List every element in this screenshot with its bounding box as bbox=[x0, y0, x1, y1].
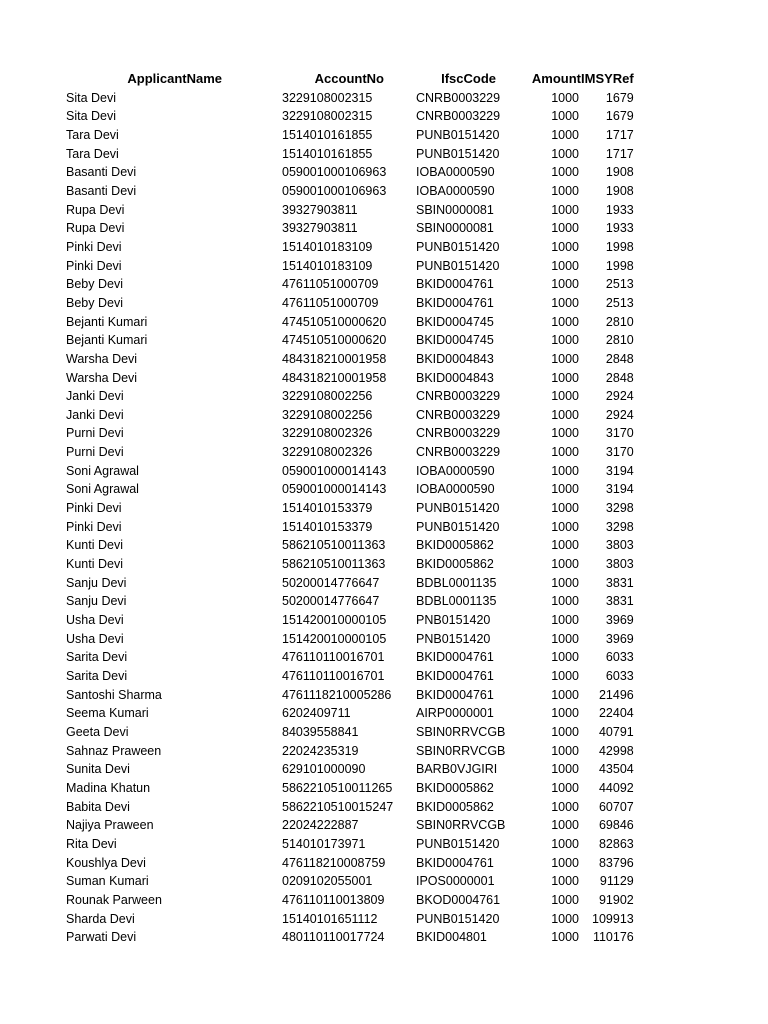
account-no-cell: 474510510000620 bbox=[282, 333, 387, 348]
imsy-ref-cell: 1998 bbox=[605, 239, 634, 254]
ifsc-code-cell: IOBA0000590 bbox=[416, 165, 495, 180]
account-no-cell: 151420010000105 bbox=[282, 631, 387, 646]
applicant-name-cell: Seema Kumari bbox=[66, 706, 149, 721]
imsy-ref-cell: 91902 bbox=[598, 892, 634, 907]
applicant-name-cell: Parwati Devi bbox=[66, 930, 137, 945]
account-no-cell: 629101000090 bbox=[282, 762, 366, 777]
table-row bbox=[40, 816, 634, 835]
ifsc-code-cell: PUNB0151420 bbox=[416, 239, 500, 254]
table-row bbox=[40, 928, 634, 947]
amount-cell: 1000 bbox=[551, 351, 579, 366]
amount-cell: 1000 bbox=[551, 818, 579, 833]
applicant-name-cell: Usha Devi bbox=[66, 631, 124, 646]
ifsc-code-cell: PUNB0151420 bbox=[416, 836, 500, 851]
applicant-name-cell: Sharda Devi bbox=[66, 911, 135, 926]
account-no-cell: 1514010161855 bbox=[282, 127, 373, 142]
applicant-name-cell: Soni Agrawal bbox=[66, 463, 139, 478]
account-no-cell: 47611051000709 bbox=[282, 277, 379, 292]
amount-cell: 1000 bbox=[551, 575, 579, 590]
amount-cell: 1000 bbox=[551, 836, 579, 851]
account-no-cell: 6202409711 bbox=[282, 706, 351, 721]
imsy-ref-cell: 3170 bbox=[605, 426, 634, 441]
applicant-name-cell: Koushlya Devi bbox=[66, 855, 146, 870]
account-no-cell: 480110110017724 bbox=[282, 930, 385, 945]
table-row bbox=[40, 648, 634, 667]
account-no-cell: 059001000014143 bbox=[282, 482, 387, 497]
table-row bbox=[40, 891, 634, 910]
amount-cell: 1000 bbox=[551, 631, 579, 646]
account-no-cell: 586210510011363 bbox=[282, 538, 386, 553]
account-no-cell: 39327903811 bbox=[282, 221, 358, 236]
table-row bbox=[40, 275, 634, 294]
applicant-name-cell: Geeta Devi bbox=[66, 724, 129, 739]
applicant-name-cell: Basanti Devi bbox=[66, 165, 137, 180]
amount-cell: 1000 bbox=[551, 519, 579, 534]
applicant-name-cell: Beby Devi bbox=[66, 295, 123, 310]
ifsc-code-cell: PUNB0151420 bbox=[416, 127, 500, 142]
imsy-ref-cell: 3803 bbox=[605, 538, 634, 553]
imsy-ref-cell: 2848 bbox=[605, 370, 634, 385]
ifsc-code-cell: PUNB0151420 bbox=[416, 258, 500, 273]
applicant-name-cell: Janki Devi bbox=[66, 407, 124, 422]
account-no-cell: 4761118210005286 bbox=[282, 687, 392, 702]
table-row bbox=[40, 686, 634, 705]
account-no-cell: 476110110013809 bbox=[282, 892, 385, 907]
applicant-name-cell: Purni Devi bbox=[66, 445, 124, 460]
table-row bbox=[40, 630, 634, 649]
table-row bbox=[40, 667, 634, 686]
applicant-name-cell: Pinki Devi bbox=[66, 258, 122, 273]
amount-cell: 1000 bbox=[551, 109, 579, 124]
amount-cell: 1000 bbox=[551, 874, 579, 889]
amount-cell: 1000 bbox=[551, 706, 579, 721]
ifsc-code-cell: BDBL0001135 bbox=[416, 594, 497, 609]
imsy-ref-cell: 6033 bbox=[605, 650, 634, 665]
applicant-name-cell: Babita Devi bbox=[66, 799, 130, 814]
applicant-name-cell: Tara Devi bbox=[66, 127, 119, 142]
amount-cell: 1000 bbox=[551, 333, 579, 348]
ifsc-code-cell: BDBL0001135 bbox=[416, 575, 497, 590]
amount-cell: 1000 bbox=[551, 314, 579, 329]
account-no-cell: 39327903811 bbox=[282, 202, 358, 217]
imsy-ref-cell: 21496 bbox=[598, 687, 634, 702]
ifsc-code-cell: SBIN0000081 bbox=[416, 221, 494, 236]
table-row bbox=[40, 201, 634, 220]
applicant-name-cell: Soni Agrawal bbox=[66, 482, 139, 497]
ifsc-code-cell: PUNB0151420 bbox=[416, 911, 500, 926]
table-row bbox=[40, 779, 634, 798]
applicant-name-cell: Basanti Devi bbox=[66, 183, 137, 198]
imsy-ref-cell: 1717 bbox=[605, 127, 634, 142]
applicant-name-cell: Rita Devi bbox=[66, 836, 117, 851]
account-no-cell: 476110110016701 bbox=[282, 669, 385, 683]
table-row bbox=[40, 611, 634, 630]
amount-cell: 1000 bbox=[551, 146, 579, 161]
applicant-name-cell: Pinki Devi bbox=[66, 501, 122, 516]
ifsc-code-cell: BKID0004745 bbox=[416, 314, 494, 329]
amount-cell: 1000 bbox=[551, 557, 579, 572]
ifsc-code-cell: SBIN0RRVCGB bbox=[416, 743, 506, 758]
account-no-cell: 3229108002315 bbox=[282, 90, 373, 105]
amount-cell: 1000 bbox=[551, 277, 579, 292]
ifsc-code-cell: CNRB0003229 bbox=[416, 445, 501, 460]
ifsc-code-cell: BKID0005862 bbox=[416, 538, 494, 553]
table-row bbox=[40, 443, 634, 462]
table-row bbox=[40, 723, 634, 742]
table-row bbox=[40, 704, 634, 723]
applicant-name-cell: Bejanti Kumari bbox=[66, 314, 148, 329]
ifsc-code-cell: CNRB0003229 bbox=[416, 389, 501, 404]
applicant-name-cell: Pinki Devi bbox=[66, 239, 122, 254]
account-no-cell: 059001000106963 bbox=[282, 183, 387, 198]
imsy-ref-cell: 1908 bbox=[605, 165, 634, 180]
imsy-ref-cell: 3194 bbox=[605, 482, 634, 497]
applicant-name-cell: Janki Devi bbox=[66, 389, 124, 404]
amount-cell: 1000 bbox=[551, 501, 579, 516]
ifsc-code-cell: IOBA0000590 bbox=[416, 183, 495, 198]
imsy-ref-cell: 2513 bbox=[605, 295, 634, 310]
applicant-name-cell: Sarita Devi bbox=[66, 669, 128, 683]
amount-cell: 1000 bbox=[551, 855, 579, 870]
imsy-ref-cell: 3803 bbox=[605, 557, 634, 572]
account-no-cell: 15140101651112 bbox=[282, 911, 378, 926]
amount-cell: 1000 bbox=[551, 613, 579, 628]
account-no-cell: 484318210001958 bbox=[282, 370, 387, 385]
applicant-name-cell: Sunita Devi bbox=[66, 762, 130, 777]
ifsc-code-cell: BKID0005862 bbox=[416, 799, 494, 814]
amount-cell: 1000 bbox=[551, 538, 579, 553]
applicant-name-cell: Kunti Devi bbox=[66, 557, 123, 572]
ifsc-code-cell: BKID0004761 bbox=[416, 650, 494, 665]
amount-cell: 1000 bbox=[551, 724, 579, 739]
amount-cell: 1000 bbox=[551, 389, 579, 404]
ifsc-code-cell: BKID0004843 bbox=[416, 370, 494, 385]
ifsc-code-cell: BKID0005862 bbox=[416, 780, 494, 795]
account-no-cell: 514010173971 bbox=[282, 836, 366, 851]
imsy-ref-cell: 110176 bbox=[592, 930, 634, 945]
table-row bbox=[40, 424, 634, 443]
ifsc-code-cell: IOBA0000590 bbox=[416, 482, 495, 497]
account-no-cell: 1514010161855 bbox=[282, 146, 373, 161]
imsy-ref-cell: 1908 bbox=[605, 183, 634, 198]
table-row bbox=[40, 872, 634, 891]
amount-cell: 1000 bbox=[551, 202, 579, 217]
account-no-cell: 50200014776647 bbox=[282, 594, 380, 609]
table-row bbox=[40, 798, 634, 817]
table-row bbox=[40, 145, 634, 164]
applicant-name-cell: Najiya Praween bbox=[66, 818, 154, 833]
applicant-name-cell: Sanju Devi bbox=[66, 575, 127, 590]
amount-cell: 1000 bbox=[551, 892, 579, 907]
account-no-cell: 1514010183109 bbox=[282, 258, 373, 273]
amount-cell: 1000 bbox=[551, 669, 579, 683]
ifsc-code-cell: PUNB0151420 bbox=[416, 146, 500, 161]
imsy-ref-cell: 109913 bbox=[592, 911, 634, 926]
table-row bbox=[40, 499, 634, 518]
imsy-ref-cell: 3170 bbox=[605, 445, 634, 460]
ifsc-code-cell: PUNB0151420 bbox=[416, 519, 500, 534]
table-row bbox=[40, 219, 634, 238]
imsy-ref-cell: 1998 bbox=[605, 258, 634, 273]
ifsc-code-cell: SBIN0RRVCGB bbox=[416, 818, 506, 833]
ifsc-code-cell: CNRB0003229 bbox=[416, 426, 501, 441]
applicant-name-cell: Usha Devi bbox=[66, 613, 124, 628]
table-row bbox=[40, 406, 634, 425]
ifsc-code-cell: BARB0VJGIRI bbox=[416, 762, 498, 777]
applicant-name-cell: Sarita Devi bbox=[66, 650, 128, 665]
amount-cell: 1000 bbox=[551, 482, 579, 497]
account-no-cell: 059001000014143 bbox=[282, 463, 387, 478]
imsy-ref-cell: 1933 bbox=[605, 221, 634, 236]
ifsc-code-cell: BKID0004761 bbox=[416, 687, 494, 702]
table-row bbox=[40, 238, 634, 257]
table-row bbox=[40, 462, 634, 481]
account-no-cell: 476110110016701 bbox=[282, 650, 385, 665]
account-no-cell: 476118210008759 bbox=[282, 855, 386, 870]
account-no-cell: 151420010000105 bbox=[282, 613, 387, 628]
account-no-cell: 3229108002326 bbox=[282, 445, 373, 460]
ifsc-code-cell: CNRB0003229 bbox=[416, 90, 501, 105]
account-no-cell: 1514010153379 bbox=[282, 501, 373, 516]
account-no-cell: 1514010183109 bbox=[282, 239, 373, 254]
amount-cell: 1000 bbox=[551, 650, 579, 665]
table-row bbox=[40, 107, 634, 126]
imsy-ref-cell: 83796 bbox=[598, 855, 634, 870]
applicant-name-cell: Rupa Devi bbox=[66, 221, 125, 236]
header-account-no: AccountNo bbox=[314, 71, 384, 86]
account-no-cell: 5862210510015247 bbox=[282, 799, 394, 814]
table-row bbox=[40, 910, 634, 929]
table-row bbox=[40, 369, 634, 388]
table-row bbox=[40, 387, 634, 406]
table-row bbox=[40, 574, 634, 593]
table-row bbox=[40, 257, 634, 276]
account-no-cell: 22024235319 bbox=[282, 743, 359, 758]
amount-cell: 1000 bbox=[551, 594, 579, 609]
account-no-cell: 22024222887 bbox=[282, 818, 359, 833]
table-row bbox=[40, 536, 634, 555]
ifsc-code-cell: IPOS0000001 bbox=[416, 874, 495, 889]
amount-cell: 1000 bbox=[551, 258, 579, 273]
ifsc-code-cell: PUNB0151420 bbox=[416, 501, 500, 516]
table-row bbox=[40, 518, 634, 537]
ifsc-code-cell: IOBA0000590 bbox=[416, 463, 495, 478]
imsy-ref-cell: 3831 bbox=[605, 575, 634, 590]
imsy-ref-cell: 3298 bbox=[605, 519, 634, 534]
applicant-name-cell: Sita Devi bbox=[66, 90, 117, 105]
imsy-ref-cell: 3298 bbox=[605, 501, 634, 516]
imsy-ref-cell: 2810 bbox=[605, 314, 634, 329]
ifsc-code-cell: BKOD0004761 bbox=[416, 892, 501, 907]
ifsc-code-cell: BKID004801 bbox=[416, 930, 487, 945]
amount-cell: 1000 bbox=[551, 930, 579, 945]
imsy-ref-cell: 22404 bbox=[598, 706, 634, 721]
applicant-name-cell: Santoshi Sharma bbox=[66, 687, 162, 702]
imsy-ref-cell: 42998 bbox=[598, 743, 634, 758]
amount-cell: 1000 bbox=[551, 687, 579, 702]
imsy-ref-cell: 60707 bbox=[598, 799, 634, 814]
account-no-cell: 3229108002315 bbox=[282, 109, 373, 124]
imsy-ref-cell: 40791 bbox=[598, 724, 634, 739]
applicant-name-cell: Suman Kumari bbox=[66, 874, 149, 889]
account-no-cell: 47611051000709 bbox=[282, 295, 379, 310]
applicant-name-cell: Beby Devi bbox=[66, 277, 123, 292]
account-no-cell: 3229108002256 bbox=[282, 389, 373, 404]
table-row bbox=[40, 555, 634, 574]
imsy-ref-cell: 91129 bbox=[599, 874, 634, 889]
account-no-cell: 3229108002326 bbox=[282, 426, 373, 441]
imsy-ref-cell: 1679 bbox=[605, 90, 634, 105]
account-no-cell: 3229108002256 bbox=[282, 407, 373, 422]
table-row bbox=[40, 89, 634, 108]
applicant-name-cell: Pinki Devi bbox=[66, 519, 122, 534]
applicant-name-cell: Sanju Devi bbox=[66, 594, 127, 609]
imsy-ref-cell: 1933 bbox=[605, 202, 634, 217]
ifsc-code-cell: BKID0004761 bbox=[416, 295, 494, 310]
imsy-ref-cell: 3969 bbox=[605, 631, 634, 646]
account-no-cell: 484318210001958 bbox=[282, 351, 387, 366]
ifsc-code-cell: AIRP0000001 bbox=[416, 706, 494, 721]
account-no-cell: 474510510000620 bbox=[282, 314, 387, 329]
applicant-name-cell: Kunti Devi bbox=[66, 538, 123, 553]
applicant-name-cell: Sahnaz Praween bbox=[66, 743, 162, 758]
ifsc-code-cell: BKID0004843 bbox=[416, 351, 494, 366]
account-no-cell: 50200014776647 bbox=[282, 575, 380, 590]
imsy-ref-cell: 82863 bbox=[598, 836, 634, 851]
amount-cell: 1000 bbox=[551, 90, 579, 105]
applicant-name-cell: Bejanti Kumari bbox=[66, 333, 148, 348]
table-row bbox=[40, 742, 634, 761]
applicant-name-cell: Sita Devi bbox=[66, 109, 117, 124]
imsy-ref-cell: 2513 bbox=[605, 277, 634, 292]
account-no-cell: 5862210510011265 bbox=[282, 780, 393, 795]
applicant-name-cell: Madina Khatun bbox=[66, 780, 151, 795]
amount-cell: 1000 bbox=[551, 370, 579, 385]
header-applicant-name: ApplicantName bbox=[127, 71, 222, 86]
table-row bbox=[40, 313, 634, 332]
applicant-table bbox=[40, 70, 634, 947]
amount-cell: 1000 bbox=[551, 762, 579, 777]
account-no-cell: 586210510011363 bbox=[282, 557, 386, 572]
imsy-ref-cell: 3969 bbox=[605, 613, 634, 628]
amount-cell: 1000 bbox=[551, 165, 579, 180]
imsy-ref-cell: 2924 bbox=[605, 389, 634, 404]
imsy-ref-cell: 3194 bbox=[605, 463, 634, 478]
table-row bbox=[40, 182, 634, 201]
imsy-ref-cell: 1717 bbox=[605, 146, 634, 161]
applicant-name-cell: Tara Devi bbox=[66, 146, 119, 161]
amount-cell: 1000 bbox=[551, 295, 579, 310]
ifsc-code-cell: SBIN0000081 bbox=[416, 202, 494, 217]
table-row bbox=[40, 126, 634, 145]
applicant-name-cell: Purni Devi bbox=[66, 426, 124, 441]
amount-cell: 1000 bbox=[551, 911, 579, 926]
imsy-ref-cell: 1679 bbox=[605, 109, 634, 124]
account-no-cell: 84039558841 bbox=[282, 724, 359, 739]
imsy-ref-cell: 2924 bbox=[605, 407, 634, 422]
ifsc-code-cell: BKID0004745 bbox=[416, 333, 494, 348]
amount-cell: 1000 bbox=[551, 239, 579, 254]
amount-cell: 1000 bbox=[551, 221, 579, 236]
applicant-name-cell: Warsha Devi bbox=[66, 370, 138, 385]
imsy-ref-cell: 3831 bbox=[605, 594, 634, 609]
account-no-cell: 0209102055001 bbox=[282, 874, 373, 889]
table-row bbox=[40, 331, 634, 350]
ifsc-code-cell: BKID0004761 bbox=[416, 669, 494, 683]
amount-cell: 1000 bbox=[551, 463, 579, 478]
table-body bbox=[40, 89, 634, 947]
imsy-ref-cell: 44092 bbox=[598, 780, 634, 795]
table-row bbox=[40, 592, 634, 611]
table-row bbox=[40, 835, 634, 854]
amount-cell: 1000 bbox=[551, 780, 579, 795]
imsy-ref-cell: 6033 bbox=[605, 669, 634, 683]
applicant-name-cell: Rounak Parween bbox=[66, 892, 162, 907]
ifsc-code-cell: BKID0005862 bbox=[416, 557, 494, 572]
ifsc-code-cell: CNRB0003229 bbox=[416, 109, 501, 124]
ifsc-code-cell: BKID0004761 bbox=[416, 855, 494, 870]
applicant-name-cell: Warsha Devi bbox=[66, 351, 138, 366]
header-ifsc-code: IfscCode bbox=[441, 71, 496, 86]
account-no-cell: 1514010153379 bbox=[282, 519, 373, 534]
table-row bbox=[40, 760, 634, 779]
table-row bbox=[40, 163, 634, 182]
ifsc-code-cell: SBIN0RRVCGB bbox=[416, 724, 506, 739]
table-row bbox=[40, 294, 634, 313]
header-amount: Amount bbox=[531, 71, 581, 86]
table-header bbox=[40, 70, 634, 89]
amount-cell: 1000 bbox=[551, 183, 579, 198]
imsy-ref-cell: 69846 bbox=[598, 818, 634, 833]
account-no-cell: 059001000106963 bbox=[282, 165, 387, 180]
amount-cell: 1000 bbox=[551, 127, 579, 142]
ifsc-code-cell: PNB0151420 bbox=[416, 631, 491, 646]
applicant-name-cell: Rupa Devi bbox=[66, 202, 125, 217]
imsy-ref-cell: 43504 bbox=[598, 762, 634, 777]
ifsc-code-cell: PNB0151420 bbox=[416, 613, 491, 628]
amount-cell: 1000 bbox=[551, 799, 579, 814]
table-row bbox=[40, 350, 634, 369]
amount-cell: 1000 bbox=[551, 445, 579, 460]
amount-cell: 1000 bbox=[551, 407, 579, 422]
amount-cell: 1000 bbox=[551, 743, 579, 758]
ifsc-code-cell: CNRB0003229 bbox=[416, 407, 501, 422]
ifsc-code-cell: BKID0004761 bbox=[416, 277, 494, 292]
table-row bbox=[40, 480, 634, 499]
amount-cell: 1000 bbox=[551, 426, 579, 441]
header-imsy-ref: IMSYRef bbox=[581, 71, 634, 86]
table-row bbox=[40, 854, 634, 873]
imsy-ref-cell: 2848 bbox=[605, 351, 634, 366]
imsy-ref-cell: 2810 bbox=[605, 333, 634, 348]
header-row bbox=[40, 70, 634, 89]
